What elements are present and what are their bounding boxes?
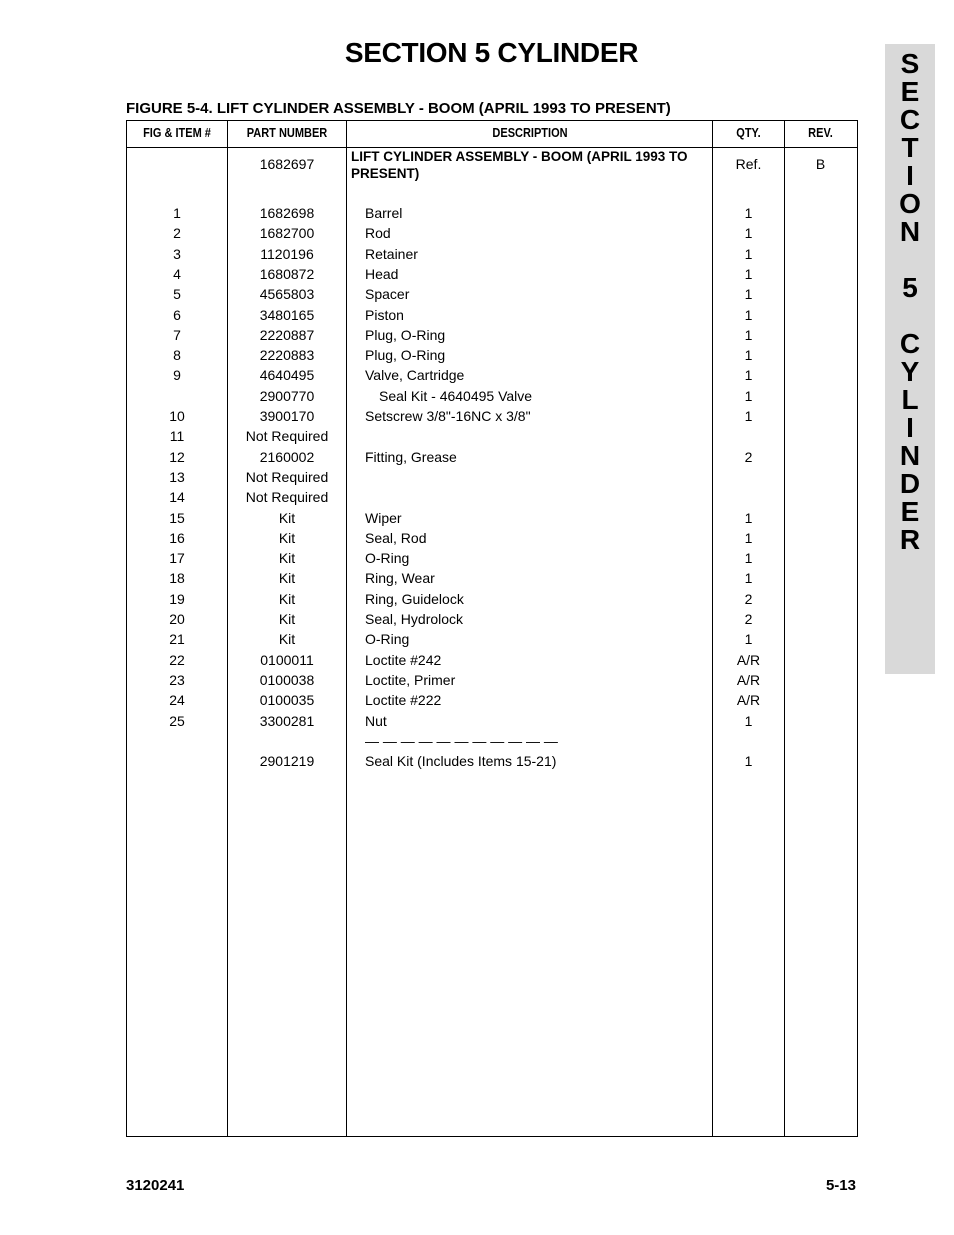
row-fig-item: 7: [173, 326, 181, 343]
row-qty: 1: [744, 245, 753, 262]
document-number: 3120241: [126, 1177, 185, 1194]
row-description: Wiper: [365, 509, 402, 526]
row-fig-item: 12: [169, 448, 185, 465]
row-qty: 1: [744, 367, 753, 384]
table-row: [127, 508, 857, 528]
row-part-number: 4565803: [259, 286, 315, 303]
table-row: [127, 731, 857, 751]
row-qty: 2: [744, 448, 753, 465]
row-qty: A/R: [736, 671, 761, 688]
row-fig-item: 23: [169, 671, 185, 688]
row-fig-item: 13: [169, 468, 185, 485]
header-description: DESCRIPTION: [492, 126, 568, 140]
row-part-number: Kit: [278, 550, 296, 567]
row-qty: 1: [744, 306, 753, 323]
row-fig-item: 3: [173, 245, 181, 262]
row-part-number: Kit: [278, 590, 296, 607]
row-fig-item: 8: [173, 347, 181, 364]
table-row: [127, 629, 857, 649]
row-fig-item: 11: [169, 428, 185, 445]
row-fig-item: 24: [169, 692, 185, 709]
row-part-number: 0100038: [259, 671, 315, 688]
row-description: Barrel: [365, 205, 403, 221]
row-description: Nut: [365, 712, 387, 729]
row-part-number: 3480165: [259, 306, 315, 323]
figure-title: FIGURE 5-4. LIFT CYLINDER ASSEMBLY - BOOM (APRIL 1993 TO PRESENT): [126, 100, 671, 117]
row-qty: 2: [744, 590, 753, 607]
row-fig-item: 2: [173, 225, 181, 242]
table-row: [127, 670, 857, 690]
row-part-number: 2220887: [259, 326, 315, 343]
row-part-number: 1682698: [259, 205, 315, 221]
row-part-number: Kit: [278, 529, 296, 546]
side-tab-label: S E C T I O N 5 C Y L I N D E R: [899, 48, 921, 555]
row-qty: A/R: [736, 651, 761, 668]
row-qty: 2: [744, 611, 753, 627]
row-description: — — — — — — — — — — —: [365, 732, 558, 749]
row-fig-item: 10: [169, 408, 185, 424]
row-fig-item: 20: [169, 611, 185, 627]
row-qty: 1: [744, 631, 753, 648]
row-description: Seal Kit (Includes Items 15-21): [365, 753, 557, 770]
table-row: [127, 386, 857, 406]
row-description: Seal, Hydrolock: [365, 611, 464, 627]
table-row: [127, 568, 857, 588]
table-row: [127, 751, 857, 771]
row-qty: 1: [744, 408, 753, 424]
table-row: [127, 528, 857, 548]
header-fig-item: FIG & ITEM #: [143, 126, 211, 140]
row-fig-item: 22: [169, 651, 185, 668]
page-number: 5-13: [825, 1177, 856, 1194]
row-description: Loctite, Primer: [365, 671, 456, 688]
table-row: [127, 305, 857, 325]
table-row: [127, 447, 857, 467]
row-fig-item: 4: [173, 265, 181, 282]
row-qty: 1: [744, 509, 753, 526]
row-part-number: Kit: [278, 631, 296, 648]
row-qty: 1: [744, 225, 753, 242]
row-fig-item: 5: [173, 286, 181, 303]
table-row: [127, 589, 857, 609]
row-part-number: 3300281: [259, 712, 315, 729]
row-description: Loctite #242: [365, 651, 442, 668]
row-fig-item: 14: [169, 489, 185, 506]
row-qty: 1: [744, 387, 753, 404]
section-side-tab: [885, 44, 935, 674]
table-row: [127, 609, 857, 629]
assembly-rev: B: [815, 156, 826, 172]
assembly-description: LIFT CYLINDER ASSEMBLY - BOOM (APRIL 1993 TO PRESENT): [351, 149, 688, 181]
assembly-qty: Ref.: [735, 156, 762, 172]
row-qty: 1: [744, 712, 753, 729]
row-qty: 1: [744, 570, 753, 587]
table-row: [127, 264, 857, 284]
row-part-number: 1120196: [260, 245, 314, 262]
row-qty: 1: [744, 550, 753, 567]
assembly-part-number: 1682697: [259, 156, 315, 172]
row-part-number: 2901219: [259, 753, 315, 770]
table-row: [127, 548, 857, 568]
row-fig-item: 25: [169, 712, 185, 729]
table-row: [127, 690, 857, 710]
table-row: [127, 325, 857, 345]
row-description: Seal, Rod: [365, 529, 427, 546]
row-description: Ring, Guidelock: [365, 590, 464, 607]
header-rev: REV.: [808, 126, 833, 140]
row-qty: 1: [744, 286, 753, 303]
row-description: Head: [365, 265, 399, 282]
row-qty: 1: [744, 529, 753, 546]
row-description: Ring, Wear: [365, 570, 435, 587]
row-qty: 1: [744, 205, 753, 221]
row-fig-item: 6: [173, 306, 181, 323]
table-row: [127, 345, 857, 365]
header-qty: QTY.: [736, 126, 761, 140]
row-part-number: Not Required: [245, 468, 329, 485]
table-row: [127, 426, 857, 446]
table-row: [127, 711, 857, 731]
row-part-number: Not Required: [245, 489, 329, 506]
row-fig-item: 17: [169, 550, 185, 567]
row-part-number: 0100011: [260, 651, 314, 668]
table-row: [127, 365, 857, 385]
table-row: [127, 203, 857, 223]
table-row: [127, 406, 857, 426]
row-qty: A/R: [736, 692, 761, 709]
row-part-number: Kit: [278, 611, 296, 627]
row-fig-item: 9: [173, 367, 181, 384]
page-title: SECTION 5 CYLINDER: [344, 37, 639, 68]
row-part-number: 1682700: [259, 225, 315, 242]
row-part-number: 2220883: [259, 347, 315, 364]
row-fig-item: 15: [169, 509, 185, 526]
row-description: Spacer: [365, 286, 410, 303]
row-part-number: 3900170: [259, 408, 315, 424]
row-part-number: 0100035: [259, 692, 315, 709]
row-description: Loctite #222: [365, 692, 442, 709]
row-description: Retainer: [365, 245, 418, 262]
row-fig-item: 18: [169, 570, 185, 587]
row-fig-item: 1: [173, 205, 181, 221]
table-row: [127, 487, 857, 507]
table-row: [127, 650, 857, 670]
table-row: [127, 244, 857, 264]
row-part-number: 2160002: [259, 448, 315, 465]
row-part-number: Kit: [278, 570, 296, 587]
row-description: Fitting, Grease: [365, 448, 457, 465]
row-fig-item: 21: [169, 631, 185, 648]
row-part-number: Not Required: [245, 428, 329, 445]
header-part-number: PART NUMBER: [246, 126, 328, 140]
row-description: Valve, Cartridge: [365, 367, 465, 384]
table-row: [127, 284, 857, 304]
parts-table: [126, 120, 858, 1137]
row-description: Plug, O-Ring: [365, 326, 446, 343]
row-part-number: 1680872: [259, 265, 315, 282]
row-qty: 1: [744, 265, 753, 282]
row-part-number: 4640495: [259, 367, 315, 384]
row-description: Rod: [365, 225, 391, 242]
row-description: Piston: [365, 306, 404, 323]
row-fig-item: 16: [169, 529, 185, 546]
row-qty: 1: [744, 753, 753, 770]
row-qty: 1: [744, 347, 753, 364]
row-description: Setscrew 3/8"-16NC x 3/8": [365, 408, 531, 424]
row-description: O-Ring: [365, 550, 410, 567]
row-description: Plug, O-Ring: [365, 347, 446, 364]
row-description: Seal Kit - 4640495 Valve: [379, 387, 533, 404]
table-row: [127, 467, 857, 487]
row-part-number: Kit: [278, 509, 296, 526]
row-part-number: 2900770: [259, 387, 315, 404]
row-description: O-Ring: [365, 631, 410, 648]
row-fig-item: 19: [169, 590, 185, 607]
row-qty: 1: [744, 326, 753, 343]
table-row: [127, 223, 857, 243]
